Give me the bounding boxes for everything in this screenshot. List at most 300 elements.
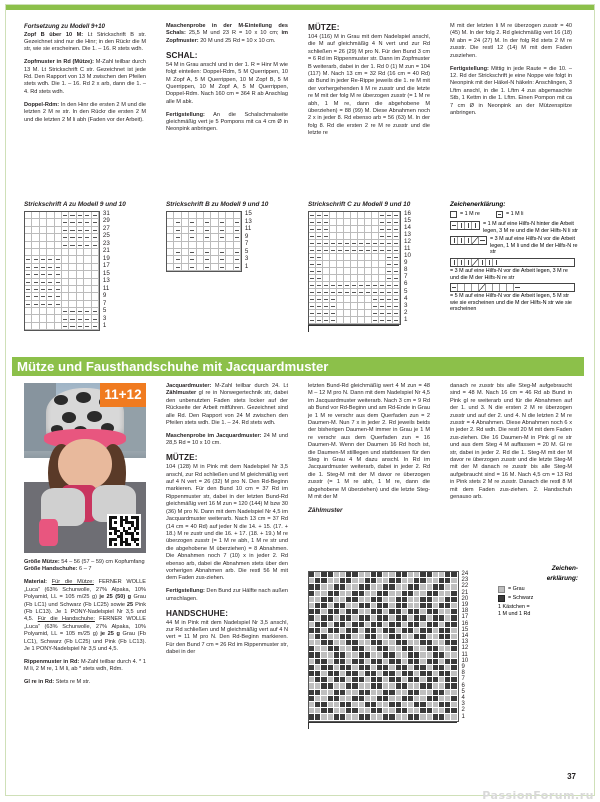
chart-cell bbox=[47, 279, 54, 286]
chart-cell bbox=[47, 308, 54, 315]
chart-cell bbox=[84, 234, 91, 241]
leopard-spot bbox=[76, 392, 92, 403]
chart-cell bbox=[84, 242, 91, 249]
chart-cell bbox=[393, 317, 400, 324]
jacquard-row-number: 2 bbox=[461, 707, 465, 714]
chart-cell bbox=[358, 240, 365, 247]
chart-cell bbox=[69, 315, 76, 322]
chart-cell bbox=[77, 242, 84, 249]
chart-row-number: 14 bbox=[404, 224, 411, 232]
glatt-rechts-block: Gl re in Rd: Stets re M str. bbox=[24, 679, 91, 686]
chart-row-number: 2 bbox=[404, 308, 408, 316]
chart-cell bbox=[55, 286, 62, 293]
chart-cell bbox=[379, 261, 386, 268]
chart-cell bbox=[226, 264, 233, 271]
chart-row-number: 6 bbox=[404, 280, 408, 288]
chart-cell bbox=[69, 249, 76, 256]
top-column-2 bbox=[166, 23, 288, 139]
jacquard-row-number: 20 bbox=[461, 595, 469, 602]
chart-cell bbox=[330, 296, 337, 303]
chart-a-title: Strickschrift A zu Modell 9 und 10 bbox=[24, 201, 126, 208]
chart-cell bbox=[62, 301, 69, 308]
chart-row-number: 17 bbox=[102, 262, 110, 270]
chart-cell bbox=[69, 293, 76, 300]
paragraph-doppel-rdm: Doppel-Rdm: In den Hinr die ersten 2 M und die letzten 2 M re str. In den Rückr die ersten 2 M und die letzten 2 M li abh (Faden vor der Arbeit). bbox=[24, 101, 146, 123]
chart-cell bbox=[316, 212, 323, 219]
chart-row-number: 27 bbox=[102, 224, 110, 232]
chart-cell bbox=[62, 271, 69, 278]
jacquard-row-number: 5 bbox=[461, 688, 465, 695]
chart-cell bbox=[92, 264, 99, 271]
chart-cell bbox=[330, 268, 337, 275]
chart-cell bbox=[316, 261, 323, 268]
chart-cell bbox=[226, 227, 233, 234]
zaehlmuster-repeat-arrows bbox=[308, 722, 457, 729]
chart-cell bbox=[330, 212, 337, 219]
chart-cell bbox=[386, 282, 393, 289]
chart-cell bbox=[189, 219, 196, 226]
bottom-column-4 bbox=[450, 383, 572, 507]
chart-cell bbox=[32, 315, 39, 322]
chart-cell bbox=[386, 261, 393, 268]
top-accent-bar bbox=[6, 5, 594, 10]
chart-cell bbox=[344, 240, 351, 247]
chart-cell bbox=[337, 296, 344, 303]
chart-cell bbox=[309, 212, 316, 219]
chart-cell bbox=[197, 242, 204, 249]
chart-cell bbox=[69, 219, 76, 226]
chart-cell bbox=[40, 264, 47, 271]
chart-cell bbox=[211, 242, 218, 249]
chart-cell bbox=[92, 301, 99, 308]
chart-row-number: 25 bbox=[102, 232, 110, 240]
jacquard-row-number: 11 bbox=[461, 651, 468, 658]
zaehlmuster-grid bbox=[308, 571, 459, 722]
chart-cell bbox=[351, 275, 358, 282]
chart-cell bbox=[167, 212, 174, 219]
top-column-3 bbox=[308, 23, 430, 143]
chart-cell bbox=[323, 226, 330, 233]
chart-cell bbox=[69, 234, 76, 241]
chart-row-number: 15 bbox=[404, 217, 411, 225]
jacquard-row-number: 21 bbox=[461, 589, 469, 596]
chart-cell bbox=[47, 234, 54, 241]
chart-cell bbox=[330, 282, 337, 289]
chart-cell bbox=[344, 296, 351, 303]
chart-cell bbox=[323, 289, 330, 296]
chart-cell bbox=[55, 219, 62, 226]
top-column-4 bbox=[450, 23, 572, 123]
chart-cell bbox=[365, 226, 372, 233]
paragraph-schal-fertigstellung: Fertigstellung: An die Schalschmalseite gleichmäßig vert je 5 Pompons mit ca 4 cm Ø in Neonpink anbringen. bbox=[166, 111, 288, 133]
chart-cell bbox=[219, 256, 226, 263]
chart-row-number: 11 bbox=[244, 225, 252, 233]
chart-cell bbox=[379, 233, 386, 240]
chart-row-number: 9 bbox=[404, 259, 408, 267]
chart-cell bbox=[393, 261, 400, 268]
chart-cell bbox=[393, 289, 400, 296]
continuation-kicker: Fortsetzung zu Modell 9+10 bbox=[24, 23, 105, 30]
chart-cell bbox=[351, 282, 358, 289]
jacquard-row-number: 23 bbox=[461, 577, 469, 584]
chart-cell bbox=[323, 212, 330, 219]
chart-cell bbox=[77, 279, 84, 286]
chart-cell bbox=[174, 219, 181, 226]
chart-cell bbox=[351, 303, 358, 310]
chart-cell bbox=[358, 233, 365, 240]
chart-cell bbox=[358, 261, 365, 268]
chart-row-number: 9 bbox=[244, 232, 249, 240]
chart-cell bbox=[174, 264, 181, 271]
chart-cell bbox=[211, 227, 218, 234]
chart-cell bbox=[337, 303, 344, 310]
chart-cell bbox=[219, 212, 226, 219]
chart-cell bbox=[372, 261, 379, 268]
chart-cell bbox=[69, 323, 76, 330]
chart-cell bbox=[25, 293, 32, 300]
chart-cell bbox=[365, 240, 372, 247]
chart-cell bbox=[189, 256, 196, 263]
chart-cell bbox=[372, 247, 379, 254]
chart-cell bbox=[358, 282, 365, 289]
chart-cell bbox=[32, 271, 39, 278]
chart-cell bbox=[25, 271, 32, 278]
chart-cell bbox=[309, 289, 316, 296]
chart-cell bbox=[372, 226, 379, 233]
cable-3front-wide-icon bbox=[450, 258, 575, 267]
chart-cell bbox=[77, 219, 84, 226]
chart-cell bbox=[189, 227, 196, 234]
legend-bottom-note-1: 1 Kästchen = bbox=[498, 604, 530, 610]
chart-cell bbox=[309, 240, 316, 247]
chart-cell bbox=[234, 227, 241, 234]
chart-cell bbox=[204, 256, 211, 263]
chart-cell bbox=[77, 256, 84, 263]
legend-item-cable-2back: = 1 M auf eine Hilfs-N hinter die Arbeit legen, 3 M re und die M der Hilfs-N li str bbox=[450, 221, 578, 234]
chart-cell bbox=[386, 268, 393, 275]
chart-cell bbox=[62, 279, 69, 286]
chart-cell bbox=[323, 268, 330, 275]
chart-cell bbox=[25, 315, 32, 322]
chart-cell bbox=[337, 310, 344, 317]
chart-cell bbox=[351, 310, 358, 317]
chart-cell bbox=[62, 286, 69, 293]
chart-cell bbox=[309, 261, 316, 268]
chart-cell bbox=[47, 227, 54, 234]
chart-cell bbox=[344, 247, 351, 254]
chart-cell bbox=[204, 234, 211, 241]
chart-cell bbox=[84, 323, 91, 330]
chart-row-number: 1 bbox=[102, 322, 107, 330]
chart-cell bbox=[393, 268, 400, 275]
chart-cell bbox=[330, 303, 337, 310]
chart-cell bbox=[62, 308, 69, 315]
chart-row-number: 5 bbox=[244, 247, 249, 255]
chart-cell bbox=[92, 315, 99, 322]
chart-cell bbox=[40, 279, 47, 286]
jacquard-row-number: 9 bbox=[461, 664, 465, 671]
chart-cell bbox=[351, 289, 358, 296]
legend-item-cable-3front: = 3 M auf eine Hilfs-N vor die Arbeit legen, 1 M li und die M der Hilfs-N re str bbox=[450, 236, 578, 256]
chart-cell bbox=[62, 227, 69, 234]
handschuhe-body: 44 M in Pink mit dem Nadelspiel Nr 3,5 anschl, zur Rd schließen und M gleichmäßig vert auf 4 N vert = 11 M pro N. Den Rd-Beginn markieren. Für den Bund 7 cm = 26 Rd im Rippenmuster str, dabei in der bbox=[166, 619, 288, 656]
chart-cell bbox=[337, 247, 344, 254]
legend-item-purl: = 1 M li bbox=[505, 211, 524, 218]
chart-cell bbox=[174, 212, 181, 219]
chart-cell bbox=[40, 219, 47, 226]
chart-cell bbox=[386, 303, 393, 310]
chart-cell bbox=[47, 242, 54, 249]
chart-cell bbox=[77, 249, 84, 256]
chart-cell bbox=[32, 293, 39, 300]
chart-row-number: 16 bbox=[404, 210, 411, 217]
chart-cell bbox=[351, 212, 358, 219]
chart-cell bbox=[92, 212, 99, 219]
chart-cell bbox=[40, 301, 47, 308]
chart-cell bbox=[84, 286, 91, 293]
chart-cell bbox=[167, 242, 174, 249]
chart-cell bbox=[372, 212, 379, 219]
chart-cell bbox=[330, 261, 337, 268]
legend-item-knit: = 1 M re bbox=[460, 211, 480, 218]
legend-bottom-note-2: 1 M und 1 Rd bbox=[498, 610, 531, 617]
legend-bottom-title-2: erklärung: bbox=[546, 575, 578, 582]
chart-cell bbox=[316, 233, 323, 240]
chart-row-number: 12 bbox=[404, 238, 411, 246]
chart-cell bbox=[386, 317, 393, 324]
chart-cell bbox=[84, 315, 91, 322]
chart-cell bbox=[32, 308, 39, 315]
chart-cell bbox=[337, 261, 344, 268]
chart-cell bbox=[77, 234, 84, 241]
chart-cell bbox=[32, 286, 39, 293]
chart-cell bbox=[344, 275, 351, 282]
leopard-spot bbox=[87, 411, 103, 422]
strickschrift-a-row-numbers bbox=[103, 211, 110, 329]
chart-cell bbox=[344, 219, 351, 226]
chart-cell bbox=[337, 275, 344, 282]
chart-cell bbox=[197, 249, 204, 256]
chart-b-title: Strickschrift B zu Modell 9 und 10 bbox=[166, 201, 269, 208]
black-swatch-icon bbox=[498, 595, 505, 602]
chart-cell bbox=[47, 301, 54, 308]
chart-cell bbox=[234, 234, 241, 241]
chart-cell bbox=[84, 308, 91, 315]
chart-cell bbox=[55, 249, 62, 256]
chart-cell bbox=[337, 226, 344, 233]
chart-cell bbox=[174, 242, 181, 249]
chart-cell bbox=[386, 212, 393, 219]
section-banner-title: Mütze und Fausthandschuhe mit Jacquardmuster bbox=[17, 359, 329, 374]
chart-cell bbox=[316, 303, 323, 310]
chart-cell bbox=[69, 256, 76, 263]
chart-cell bbox=[330, 219, 337, 226]
chart-cell bbox=[25, 227, 32, 234]
chart-cell bbox=[182, 219, 189, 226]
chart-cell bbox=[40, 315, 47, 322]
chart-cell bbox=[182, 234, 189, 241]
jacquard-row-number: 14 bbox=[461, 633, 469, 640]
muetze-body-bottom: 104 (128) M in Pink mit dem Nadelspiel Nr 3,5 anschl, zur Rd schließen und M gleichmäßig vert auf 4 N vert = 26 (32) M pro N. Den Rd-Beginn markieren. Für den Bund 10 cm = 37 Rd im Rippenmuster str, dabei in der letzten Bund-Rd gleichmäßig vert 16 M zun = 120 (144) M bzw 30 (36) M pro N. Dann mit dem Nadelspiel Nr 4,5 im Jacquardmuster weiterarb. Nach 13 cm = 37 Rd (14 cm = 40 Rd) auf jeder N die 14. + 15. (17. + 18.) M re zustr und die 16. + 17. (18. + 19.) M re überzogen zusstr (= 1 M re abh, 1 M re str und die abgehobene M überziehen) = 8 Abnahmen. Die Abnahmen noch 7 (10) x in jeder 2. Rd ebenso arb, dabei die Abnahmen stets über den vorherigen Abnahmen arb. Die restl 56 M mit dem Faden zus-ziehen. bbox=[166, 464, 288, 582]
chart-row-number: 1 bbox=[404, 315, 408, 323]
chart-cell bbox=[330, 275, 337, 282]
chart-cell bbox=[358, 212, 365, 219]
chart-cell bbox=[365, 254, 372, 261]
chart-cell bbox=[358, 310, 365, 317]
chart-cell bbox=[379, 282, 386, 289]
paragraph-maschenprobe: Maschenprobe in der M-Einteilung des Schals: 25,5 M und 23 R = 10 x 10 cm; im Zopfmuster: 20 M und 25 Rd = 10 x 10 cm. bbox=[166, 23, 288, 44]
chart-cell bbox=[323, 247, 330, 254]
chart-cell bbox=[393, 254, 400, 261]
chart-row-number: 11 bbox=[102, 284, 110, 292]
chart-cell bbox=[62, 219, 69, 226]
chart-cell bbox=[84, 212, 91, 219]
chart-cell bbox=[337, 233, 344, 240]
paragraph-zopf-b: Zopf B über 10 M: Lt Strickschrift B str. Gezeichnet sind nur die Hinr; in den Rückr die M str, wie sie erscheinen. Die 1. – 16. R stets wdh. bbox=[24, 31, 146, 53]
chart-cell bbox=[204, 227, 211, 234]
chart-cell bbox=[365, 212, 372, 219]
chart-cell bbox=[337, 254, 344, 261]
chart-cell bbox=[351, 219, 358, 226]
chart-cell bbox=[358, 296, 365, 303]
chart-cell bbox=[55, 293, 62, 300]
chart-cell bbox=[25, 249, 32, 256]
chart-cell bbox=[32, 264, 39, 271]
chart-cell bbox=[330, 240, 337, 247]
qr-code[interactable] bbox=[107, 514, 141, 548]
heading-handschuhe: HANDSCHUHE: bbox=[166, 608, 229, 618]
jacquard-row-number: 18 bbox=[461, 608, 469, 615]
photo-cuff-left bbox=[39, 519, 59, 546]
chart-cell bbox=[182, 249, 189, 256]
paragraph-schal-body: 54 M in Grau anschl und in der 1. R = Hinr M wie folgt einteilen: Doppel-Rdm, 5 M Querrippen, 10 M Zopf A, 5 M Querrippen, 10 M Zopf B, 5 M Querrippen, 10 M Zopf A, 5 M Querrippen, Doppel-Rdm. Nach 160 cm = 364 R ab Anschlag alle M abk. bbox=[166, 61, 288, 105]
chart-cell bbox=[167, 256, 174, 263]
paragraph-muetze-cont: M mit der letzten li M re überzogen zusstr = 40 (45) M. In der folg 2. Rd gleichmäßig vert 16 (18) M abn = 24 (27) M. In der folg Rd stets 2 M re zusstr. Die restl 12 (14) M mit dem Faden zusziehen. bbox=[450, 23, 572, 59]
legend-top-block bbox=[450, 201, 578, 313]
chart-cell bbox=[365, 275, 372, 282]
chart-cell bbox=[40, 242, 47, 249]
magazine-page bbox=[5, 4, 595, 796]
chart-cell bbox=[182, 227, 189, 234]
chart-cell bbox=[344, 282, 351, 289]
chart-cell bbox=[393, 275, 400, 282]
chart-cell bbox=[92, 293, 99, 300]
purl-square-icon bbox=[496, 211, 503, 218]
chart-c-title: Strickschrift C zu Modell 9 und 10 bbox=[308, 201, 411, 208]
chart-cell bbox=[219, 219, 226, 226]
chart-cell bbox=[358, 303, 365, 310]
chart-cell bbox=[372, 268, 379, 275]
chart-cell bbox=[204, 264, 211, 271]
jacquard-row-number: 13 bbox=[461, 639, 469, 646]
chart-cell bbox=[40, 271, 47, 278]
chart-cell bbox=[337, 219, 344, 226]
chart-cell bbox=[351, 226, 358, 233]
chart-cell bbox=[77, 308, 84, 315]
chart-cell bbox=[197, 256, 204, 263]
chart-cell bbox=[351, 317, 358, 324]
chart-cell bbox=[358, 268, 365, 275]
chart-cell bbox=[316, 219, 323, 226]
chart-row-number: 3 bbox=[102, 314, 107, 322]
chart-cell bbox=[234, 212, 241, 219]
chart-cell bbox=[372, 254, 379, 261]
cable-5front-icon bbox=[450, 283, 575, 292]
chart-row-number: 9 bbox=[102, 292, 107, 300]
strickschrift-b-grid bbox=[166, 211, 242, 272]
paragraph-muetze-fertigstellung: Fertigstellung: Mittig in jede Raute = die 10. – 12. Rd der Strickschrift je eine Noppe wie folgt in Neonpink mit der Häkel-N häkeln: Anschlingen, 3 Lftm anschl, in die 1. Lftm 4 zus abgemaschte Stb, 1 Kettm in die 1. Lftm. Einen Pompon mit ca 7 cm Ø in Neonpink an der Mützenspitze anbringen. bbox=[450, 65, 572, 116]
chart-row-number: 7 bbox=[404, 273, 408, 281]
chart-cell bbox=[189, 249, 196, 256]
chart-cell bbox=[40, 286, 47, 293]
jacquard-row-number: 19 bbox=[461, 602, 469, 609]
chart-cell bbox=[386, 226, 393, 233]
chart-cell bbox=[62, 293, 69, 300]
chart-cell bbox=[226, 242, 233, 249]
chart-cell bbox=[55, 279, 62, 286]
chart-cell bbox=[393, 212, 400, 219]
chart-cell bbox=[358, 275, 365, 282]
chart-cell bbox=[316, 268, 323, 275]
chart-cell bbox=[330, 233, 337, 240]
photo-face bbox=[58, 439, 112, 490]
chart-cell bbox=[226, 212, 233, 219]
chart-cell bbox=[386, 310, 393, 317]
material-block: Material: Für die Mütze: FERNER WOLLE „Luca“ (63% Schurwolle, 27% Alpaka, 10% Polyamid, LL = 105 m/25 g) je 25 (50) g Grau (Fb LC1) und Schwarz (Fb LC25) sowie 25 Pink (Fb LC13). Je 1 PONY-Nadelspiel Nr 3,5 und 4,5. Für die Handschuhe: FERNER WOLLE „Luca“ (63% Schurwolle, 27% Alpaka, 10% Polyamid, LL = 105 m/25 g) je 25 g Grau (Fb LC1), Schwarz (Fb LC25) und Pink (Fb LC13). Je 1 PONY-Nadelspiel Nr 3,5 und 4,5. bbox=[24, 579, 146, 652]
jacquard-row-number: 1 bbox=[461, 713, 465, 720]
chart-cell bbox=[40, 227, 47, 234]
chart-cell bbox=[55, 308, 62, 315]
chart-row-number: 11 bbox=[404, 245, 411, 253]
chart-cell bbox=[309, 254, 316, 261]
chart-cell bbox=[323, 282, 330, 289]
chart-cell bbox=[344, 317, 351, 324]
zaehlmuster-title: Zählmuster bbox=[308, 507, 343, 514]
chart-cell bbox=[92, 286, 99, 293]
chart-cell bbox=[379, 247, 386, 254]
chart-cell bbox=[358, 254, 365, 261]
chart-b-block bbox=[166, 201, 268, 272]
chart-cell bbox=[393, 296, 400, 303]
chart-cell bbox=[92, 227, 99, 234]
chart-cell bbox=[69, 271, 76, 278]
chart-cell bbox=[372, 282, 379, 289]
chart-cell bbox=[197, 219, 204, 226]
chart-cell bbox=[174, 227, 181, 234]
legend-bottom-block bbox=[498, 565, 578, 617]
zaehlmuster-block bbox=[308, 571, 468, 729]
chart-cell bbox=[84, 249, 91, 256]
chart-cell bbox=[386, 247, 393, 254]
chart-cell bbox=[372, 219, 379, 226]
chart-cell bbox=[92, 234, 99, 241]
chart-cell bbox=[379, 296, 386, 303]
chart-cell bbox=[344, 289, 351, 296]
model-photo bbox=[24, 383, 146, 553]
chart-cell bbox=[92, 308, 99, 315]
strickschrift-b-row-numbers bbox=[245, 211, 252, 270]
chart-cell bbox=[219, 264, 226, 271]
chart-cell bbox=[47, 212, 54, 219]
chart-cell bbox=[174, 249, 181, 256]
jacquard-cell bbox=[451, 714, 457, 720]
chart-cell bbox=[337, 282, 344, 289]
chart-cell bbox=[69, 264, 76, 271]
chart-cell bbox=[197, 212, 204, 219]
chart-cell bbox=[316, 282, 323, 289]
chart-cell bbox=[92, 219, 99, 226]
chart-cell bbox=[337, 240, 344, 247]
